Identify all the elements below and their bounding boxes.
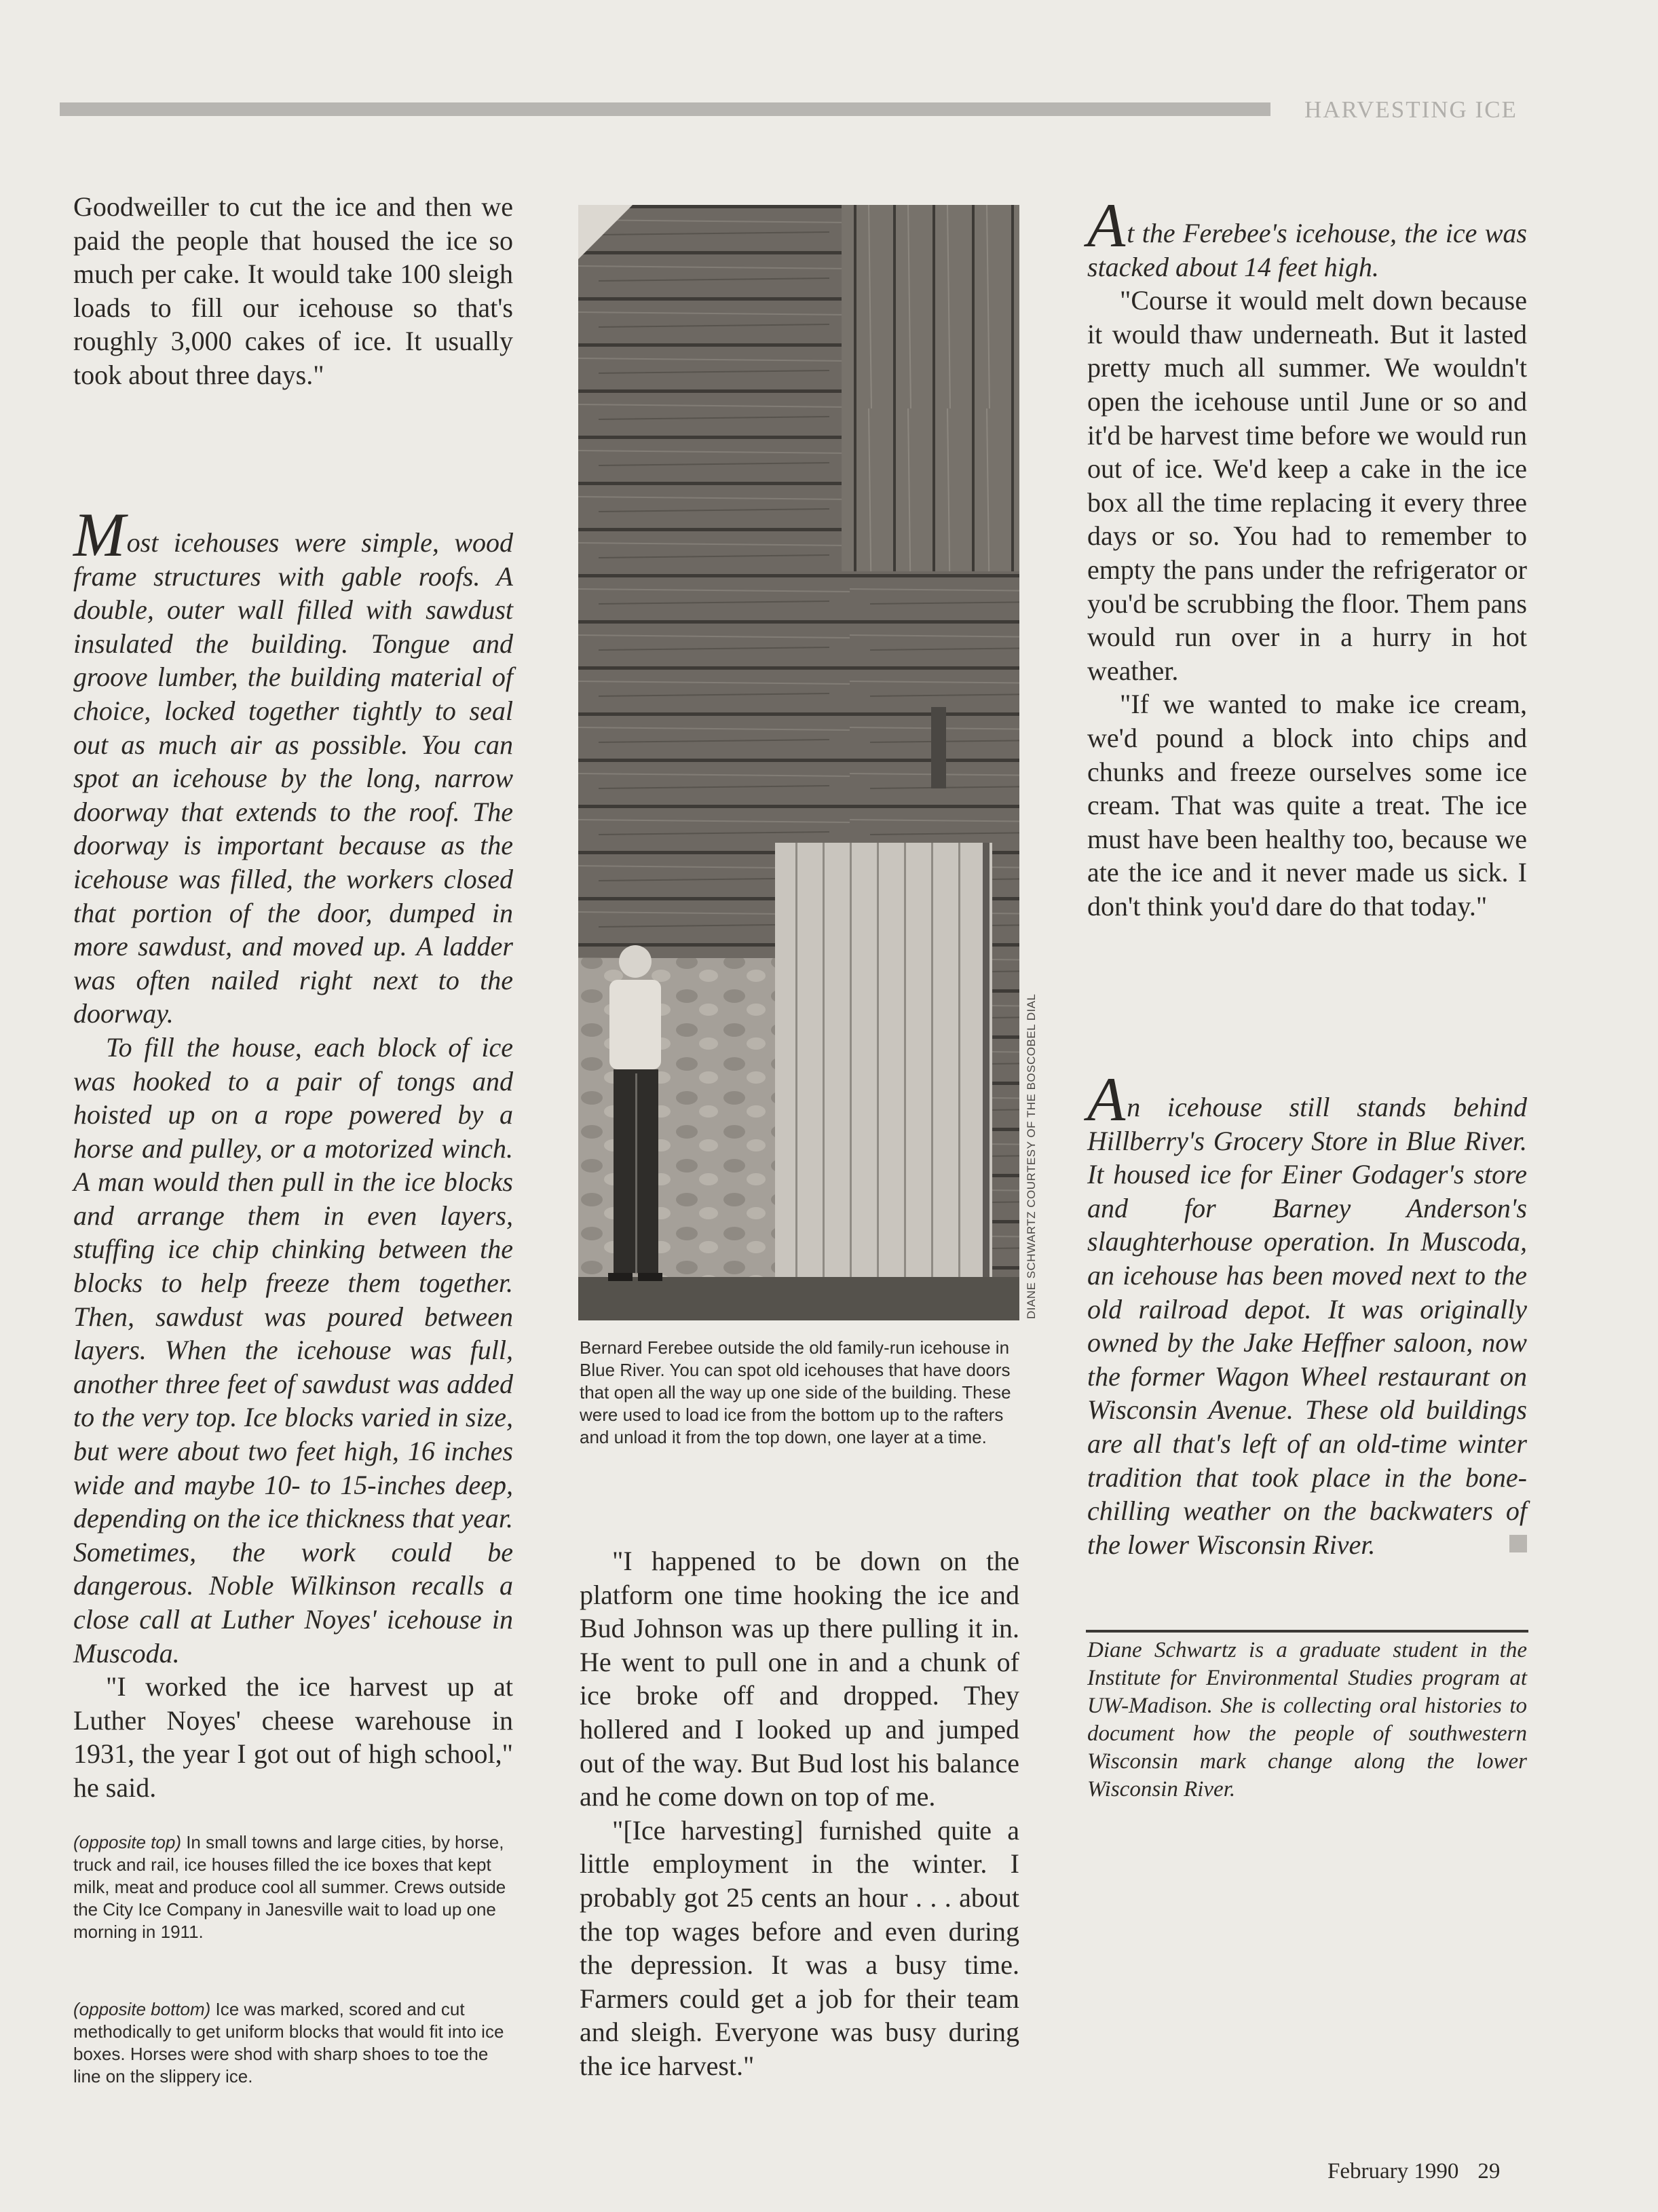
caption-lead: (opposite bottom) [73,1999,211,2019]
sidebar-paragraph: To fill the house, each block of ice was hooked to a pair of tongs and hoisted up on a rope powered by a horse and pulley, or a motorized winch. A man would then pull in the ice blocks and arrange them in even layers, stuffing ice chip chinking between the blocks to help freeze them together. Then, sawdust was poured between layers. When the icehouse was full, another three feet of sawdust was added to the very top. Ice blocks varied in size, but were about two feet high, 16 inches wide and maybe 10- to 15-inches deep, depending on the ice thickness that year. Sometimes, the work could be dangerous. Noble Wilkinson recalls a close call at Luther Noyes' icehouse in Muscoda. [73,1031,513,1668]
sidebar-paragraph [1087,1065,1527,1561]
drop-cap: A [1087,191,1126,260]
author-bio: Diane Schwartz is a graduate student in the Institute for Environmental Studies program at UW-Madison. She is collecting oral histories to document how the people of southwestern Wisconsin mark change along the lower Wisconsin River. [1087,1638,1527,1801]
sidebar-text: n icehouse still stands behind Hillberry's Grocery Store in Blue River. It housed ice for Einer Godager's store and for Barney Anderson's slaughterhouse operation. In Muscoda, an icehouse has been moved next to the old railroad depot. It was originally owned by the Jake Heffner saloon, now the former Wagon Wheel restaurant on Wisconsin Avenue. These old buildings are all that's left of an old-time winter tradition that took place in the bone-chilling weather on the backwaters of the lower Wisconsin River. [1087,1092,1527,1560]
quote-paragraph: "I worked the ice harvest up at Luther Noyes' cheese warehouse in 1931, the year I got out of high school," he said. [73,1671,513,1803]
column-3 [1087,191,1527,923]
opening-paragraph: Goodweiller to cut the ice and then we paid the people that housed the ice so much per cake. It would take 100 sleigh loads to fill our icehouse so that's roughly 3,000 cakes of ice. It usually took about three days." [73,191,513,390]
column-1 [73,190,513,392]
section-title: HARVESTING ICE [1304,96,1518,123]
drop-cap: A [1087,1065,1126,1134]
quote-paragraph: "[Ice harvesting] furnished quite a little employment in the winter. I probably got 25 cents an hour . . . about the top wages before and even during the depression. It was a busy time. Farmers could get a job for their team and sleigh. Everyone was busy during the ice harvest." [580,1814,1019,2081]
sidebar-surviving-icehouses [1087,1065,1527,1561]
quote-paragraph: "I happened to be down on the platform one time hooking the ice and Bud Johnson was up there pulling it in. He went to pull one in and a chunk of ice broke off and dropped. They hollered and I looked up and jumped out of the way. But Bud lost his balance and he come down on top of me. [580,1546,1019,1812]
photo-credit: DIANE SCHWARTZ COURTESY OF THE BOSCOBEL DIAL [1025,993,1038,1319]
column-2 [580,1544,1019,2083]
caption-opposite-bottom [73,1998,513,2088]
page-footer [1327,2159,1500,2184]
caption-text: In small towns and large cities, by horse, truck and rail, ice houses filled the ice boxes that kept milk, meat and produce cool all summer. Crews outside the City Ice Company in Janesville wait to load up one morning in 1911. [73,1832,506,1942]
sidebar-text: ost icehouses were simple, wood frame structures with gable roofs. A double, outer wall filled with sawdust insulated the building. Tongue and groove lumber, the building material of choice, locked together tightly to seal out as much air as possible. You can spot an icehouse by the long, narrow doorway that extends to the roof. The doorway is important because as the icehouse was filled, the workers closed that portion of the door, dumped in more sawdust, and moved up. A ladder was often nailed right next to the doorway. [73,527,513,1029]
sidebar-paragraph [73,500,513,1031]
caption-opposite-top [73,1831,513,1943]
quote-paragraph: "Course it would melt down because it would thaw underneath. But it lasted pretty much all summer. We wouldn't open the icehouse until June or so and it'd be harvest time before we would run out of ice. We'd keep a cake in the ice box all the time replacing it every three days or so. You had to remember to empty the pans under the refrigerator or you'd be scrubbing the floor. Them pans would run over in a hurry in hot weather. [1087,285,1527,686]
intro-paragraph [1087,191,1527,284]
caption-text: Ice was marked, scored and cut methodically to get uniform blocks that would fit into ice boxes. Horses were shod with sharp shoes to toe the line on the slippery ice. [73,1999,504,2086]
end-mark [1509,1535,1527,1552]
header-rule [60,102,1270,116]
quote-paragraph: "If we wanted to make ice cream, we'd pound a block into chips and chunks and freeze ourselves some ice cream. That was quite a treat. The ice must have been healthy too, because we ate the ice and it never made us sick. I don't think you'd dare do that today." [1087,689,1527,921]
icehouse-photo [578,205,1019,1320]
sidebar-icehouse-construction [73,500,513,1805]
bio-rule [1086,1630,1528,1633]
page-number: 29 [1477,2159,1501,2184]
photo-caption: Bernard Ferebee outside the old family-run icehouse in Blue River. You can spot old icehouses that have doors that open all the way up one side of the building. These were used to load ice from the bottom up to the rafters and unload it from the top down, one layer at a time. [580,1337,1011,1447]
caption-lead: (opposite top) [73,1832,181,1852]
intro-text: t the Ferebee's icehouse, the ice was stacked about 14 feet high. [1087,218,1527,282]
icehouse-photo-illustration [578,205,1019,1320]
drop-cap: M [73,500,126,569]
issue-date: February 1990 [1327,2159,1459,2184]
